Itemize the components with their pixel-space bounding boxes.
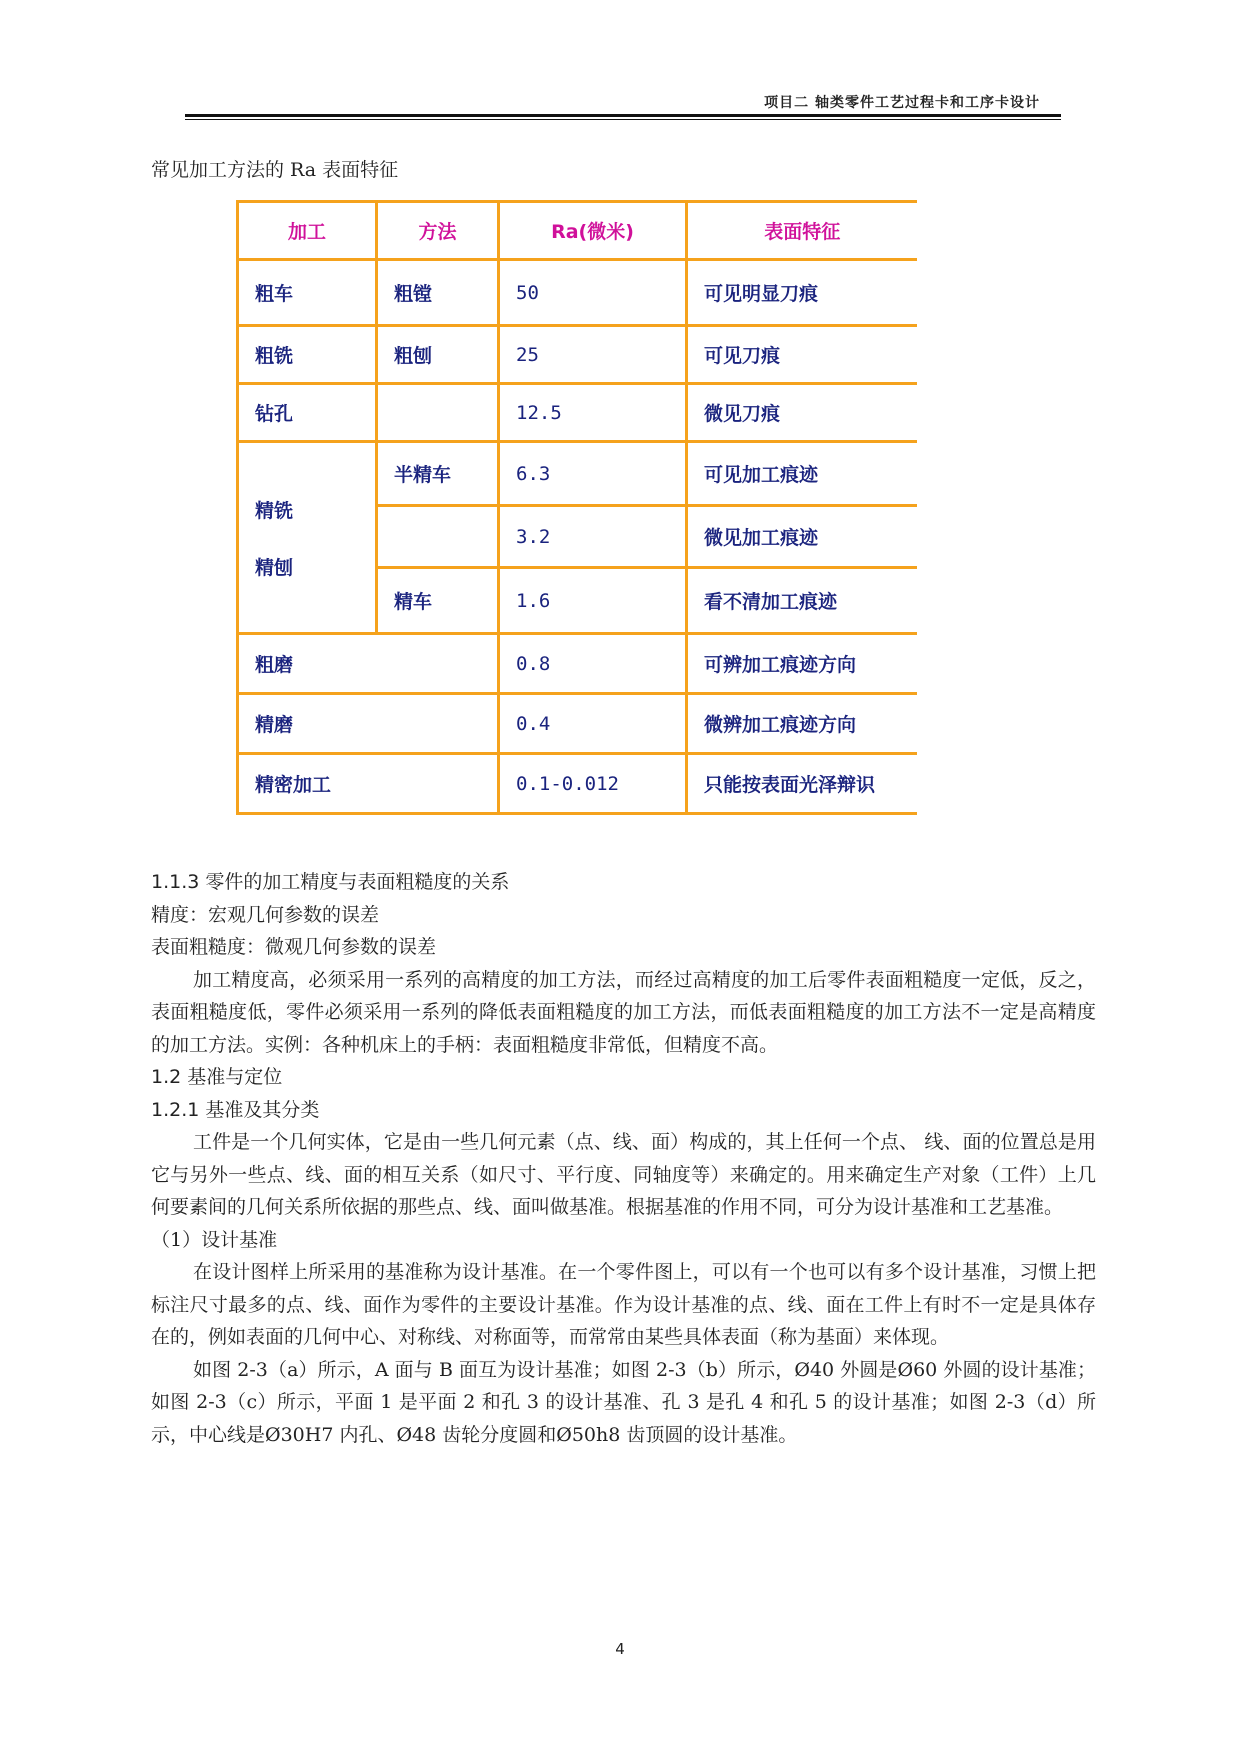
cell-feature: 微见加工痕迹 xyxy=(687,506,917,568)
cell-feature: 微见刀痕 xyxy=(687,384,917,442)
paragraph: 如图 2-3（a）所示，A 面与 B 面互为设计基准；如图 2-3（b）所示，Ø40 外圆是Ø60 外圆的设计基准；如图 2-3（c）所示，平面 1 是平面 2 和孔 3 的设计基准、孔 3 是孔 4 和孔 5 的设计基准；如图 2-3（d）所示，中心线是Ø30H7 内孔、Ø48 齿轮分度圆和Ø50h8 齿顶圆的设计基准。 xyxy=(151,1358,1096,1446)
cell-ra: 50 xyxy=(499,260,687,326)
ra-surface-table xyxy=(236,200,917,815)
cell-process: 钻孔 xyxy=(238,384,377,442)
cell-process: 精密加工 xyxy=(238,754,499,814)
paragraph: 加工精度高，必须采用一系列的高精度的加工方法，而经过高精度的加工后零件表面粗糙度一定低，反之，表面粗糙度低，零件必须采用一系列的降低表面粗糙度的加工方法，而低表面粗糙度的加工方法不一定是高精度的加工方法。实例：各种机床上的手柄：表面粗糙度非常低，但精度不高。 xyxy=(151,968,1096,1056)
table-caption: 常见加工方法的 Ra 表面特征 xyxy=(151,159,399,181)
subsection-heading: （1）设计基准 xyxy=(151,1228,278,1251)
cell-feature: 可见加工痕迹 xyxy=(687,442,917,506)
cell-process: 粗磨 xyxy=(238,634,499,694)
body-text xyxy=(151,866,1096,1451)
header-cell-method: 方法 xyxy=(377,202,499,260)
header-rule-thin xyxy=(185,119,1061,120)
cell-process: 精磨 xyxy=(238,694,499,754)
cell-process-line: 精刨 xyxy=(255,556,294,579)
table-header-row xyxy=(238,202,917,260)
cell-feature: 微辨加工痕迹方向 xyxy=(687,694,917,754)
cell-process: 粗车 xyxy=(238,260,377,326)
cell-process-line: 精铣 xyxy=(255,499,294,522)
cell-feature: 看不清加工痕迹 xyxy=(687,568,917,634)
table-row xyxy=(238,326,917,384)
cell-feature: 可见刀痕 xyxy=(687,326,917,384)
header-cell-feature: 表面特征 xyxy=(687,202,917,260)
precision-definition: 精度：宏观几何参数的误差 xyxy=(151,903,380,926)
cell-ra: 1.6 xyxy=(499,568,687,634)
section-heading-1-2-1: 1.2.1 基准及其分类 xyxy=(151,1098,320,1121)
section-heading-1-2: 1.2 基准与定位 xyxy=(151,1066,283,1088)
header-cell-process: 加工 xyxy=(238,202,377,260)
cell-method: 粗镗 xyxy=(377,260,499,326)
roughness-definition: 表面粗糙度：微观几何参数的误差 xyxy=(151,936,437,958)
cell-process-merged xyxy=(238,442,377,634)
cell-method: 半精车 xyxy=(377,442,499,506)
header-cell-ra: Ra(微米) xyxy=(499,202,687,260)
header-rule-thick xyxy=(185,114,1061,117)
cell-feature: 可见明显刀痕 xyxy=(687,260,917,326)
paragraph: 在设计图样上所采用的基准称为设计基准。在一个零件图上，可以有一个也可以有多个设计基准，习惯上把标注尺寸最多的点、线、面作为零件的主要设计基准。作为设计基准的点、线、面在工件上有时不一定是具体存在的，例如表面的几何中心、对称线、对称面等，而常常由某些具体表面（称为基面）来体现。 xyxy=(151,1261,1096,1348)
cell-method: 粗刨 xyxy=(377,326,499,384)
cell-feature: 只能按表面光泽辩识 xyxy=(687,754,917,814)
header-title: 项目二 轴类零件工艺过程卡和工序卡设计 xyxy=(764,95,1040,111)
page-number: 4 xyxy=(615,1640,625,1658)
table-row xyxy=(238,754,917,814)
table-row xyxy=(238,634,917,694)
cell-ra: 0.8 xyxy=(499,634,687,694)
table-row xyxy=(238,694,917,754)
section-heading-1-1-3: 1.1.3 零件的加工精度与表面粗糙度的关系 xyxy=(151,871,510,893)
cell-method xyxy=(377,506,499,568)
cell-ra: 6.3 xyxy=(499,442,687,506)
cell-method: 精车 xyxy=(377,568,499,634)
cell-ra: 3.2 xyxy=(499,506,687,568)
cell-feature: 可辨加工痕迹方向 xyxy=(687,634,917,694)
cell-ra: 25 xyxy=(499,326,687,384)
cell-ra: 12.5 xyxy=(499,384,687,442)
cell-process: 粗铣 xyxy=(238,326,377,384)
table-row xyxy=(238,442,917,506)
cell-method xyxy=(377,384,499,442)
table-row xyxy=(238,384,917,442)
paragraph: 工件是一个几何实体，它是由一些几何元素（点、线、面）构成的，其上任何一个点、 线、面的位置总是用它与另外一些点、线、面的相互关系（如尺寸、平行度、同轴度等）来确定的。用来确定生产对象（工件）上几何要素间的几何关系所依据的那些点、线、面叫做基准。根据基准的作用不同，可分为设计基准和工艺基准。 xyxy=(151,1131,1096,1218)
cell-ra: 0.4 xyxy=(499,694,687,754)
cell-ra: 0.1-0.012 xyxy=(499,754,687,814)
table-row xyxy=(238,260,917,326)
